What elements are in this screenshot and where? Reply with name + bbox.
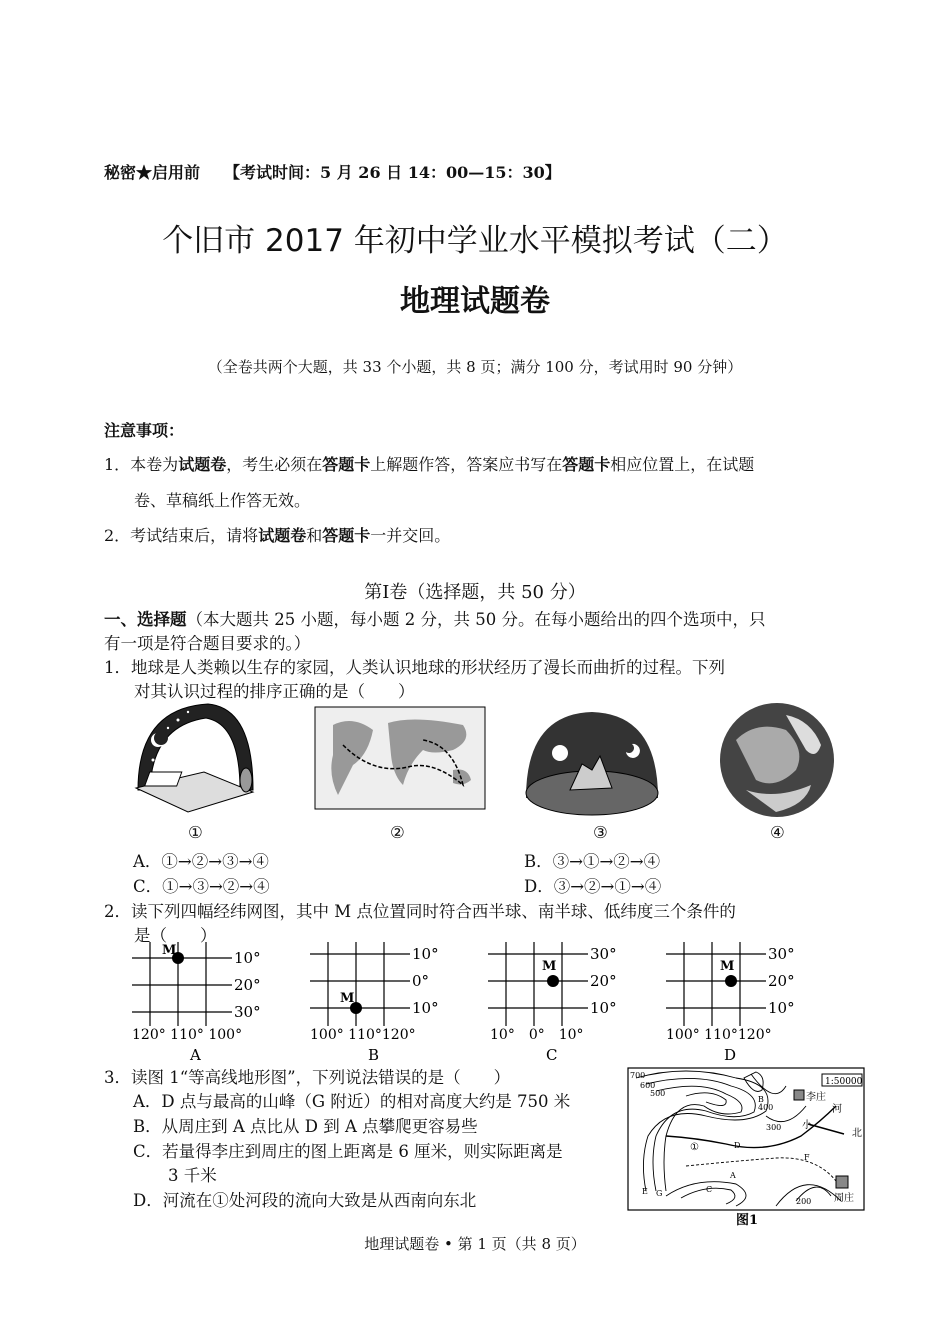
grid-c	[484, 938, 624, 1063]
flat-earth-dome-image	[522, 708, 662, 818]
lon-labels: 100° 110°120°	[666, 1027, 772, 1043]
lat-label: 30°	[768, 945, 795, 963]
notice-text: ，考生必须在	[226, 455, 323, 474]
section-heading-bold: 一、选择题	[104, 610, 187, 629]
lat-label: 20°	[590, 972, 617, 990]
point-label: F	[804, 1153, 810, 1162]
point-label: B	[758, 1095, 764, 1104]
grid-a	[128, 938, 268, 1063]
q1-stem: 1．地球是人类赖以生存的家园，人类认识地球的形状经历了漫长而曲折的过程。下列	[104, 658, 725, 677]
m-label: M	[542, 959, 557, 974]
lat-label: 0°	[412, 972, 430, 990]
lon-labels: 100° 110°120°	[310, 1027, 416, 1043]
exam-info: （全卷共两个大题，共 33 个小题，共 8 页；满分 100 分，考试用时 90 分钟）	[207, 358, 743, 376]
lat-label: 20°	[234, 976, 261, 994]
m-point	[547, 975, 559, 987]
section-title: 第Ⅰ卷（选择题，共 50 分）	[364, 582, 586, 603]
grid-letter: A	[190, 1046, 201, 1063]
village-label: 周庄	[834, 1193, 854, 1204]
notice-item-1-cont: 卷、草稿纸上作答无效。	[134, 491, 311, 510]
map-caption: 图1	[736, 1213, 759, 1228]
q1-option-b[interactable]: B．③→①→②→④	[524, 852, 661, 871]
exam-time: 【考试时间：5 月 26 日 14：00—15：30】	[232, 163, 561, 182]
lat-label: 10°	[234, 949, 261, 967]
ancient-dome-earth-image	[128, 700, 258, 818]
page-footer: 地理试题卷 • 第 1 页（共 8 页）	[364, 1235, 586, 1253]
notice-text: 上解题作答，答案应书写在	[370, 455, 563, 474]
q2-stem-cont: 是（ ）	[134, 926, 217, 945]
q1-stem-cont: 对其认识过程的排序正确的是（ ）	[134, 682, 415, 701]
exam-subject-title: 地理试题卷	[400, 284, 550, 319]
q3-option-b[interactable]: B．从周庄到 A 点比从 D 到 A 点攀爬更容易些	[133, 1117, 478, 1136]
notice-text: 2．考试结束后，请将	[104, 526, 259, 545]
contour-map	[626, 1066, 866, 1228]
grid-letter: C	[546, 1046, 558, 1063]
grid-b	[306, 938, 446, 1063]
notice-bold: 答题卡	[322, 455, 371, 474]
q3-option-c[interactable]: C．若量得李庄到周庄的图上距离是 6 厘米，则实际距离是	[133, 1142, 563, 1161]
notice-bold: 试题卷	[258, 526, 307, 545]
village-icon	[836, 1176, 848, 1188]
river-label: 河	[832, 1104, 842, 1115]
point-label: D	[734, 1141, 741, 1150]
m-label: M	[162, 943, 177, 958]
earth-photo-image	[716, 700, 838, 820]
lat-label: 20°	[768, 972, 795, 990]
section-heading-cont: 有一项是符合题目要求的。）	[104, 634, 311, 653]
q3-option-d[interactable]: D．河流在①处河段的流向大致是从西南向东北	[133, 1191, 477, 1210]
notice-bold: 答题卡	[562, 455, 611, 474]
notice-bold: 答题卡	[322, 526, 371, 545]
section-heading-rest: （本大题共 25 小题，每小题 2 分，共 50 分。在每小题给出的四个选项中，只	[186, 610, 766, 629]
contour-label: 600	[640, 1081, 656, 1090]
lat-label: 10°	[768, 999, 795, 1017]
point-label: A	[730, 1171, 736, 1180]
contour-label: 400	[758, 1103, 774, 1112]
lat-label: 30°	[234, 1003, 261, 1021]
point-label: G	[656, 1189, 663, 1198]
secret-label: 秘密★启用前	[104, 163, 201, 182]
q3-stem: 3．读图 1“等高线地形图”，下列说法错误的是（ ）	[104, 1068, 511, 1087]
q1-image-label-4: ④	[770, 823, 785, 842]
grid-d	[662, 938, 802, 1063]
point-label: C	[706, 1185, 713, 1194]
village-icon	[794, 1090, 804, 1100]
notice-heading: 注意事项：	[104, 421, 185, 440]
q1-option-a[interactable]: A．①→②→③→④	[133, 852, 269, 871]
grid-letter: B	[368, 1046, 380, 1063]
lat-label: 10°	[412, 999, 439, 1017]
lon-labels: 120° 110° 100°	[132, 1027, 243, 1043]
contour-label: 700	[630, 1071, 646, 1080]
notice-text: 一并交回。	[370, 526, 451, 545]
notice-item-1	[104, 452, 754, 475]
q1-option-c[interactable]: C．①→③→②→④	[133, 877, 270, 896]
q3-option-a[interactable]: A．D 点与最高的山峰（G 附近）的相对高度大约是 750 米	[133, 1092, 571, 1111]
notice-text: 相应位置上，在试题	[610, 455, 755, 474]
q3-option-c-cont: 3 千米	[168, 1166, 217, 1185]
confidential-header	[104, 160, 561, 183]
q1-image-label-2: ②	[390, 823, 405, 842]
q1-image-label-1: ①	[188, 823, 203, 842]
notice-text: 和	[306, 526, 323, 545]
lon-labels: 10° 0° 10°	[490, 1027, 584, 1043]
point-label: E	[642, 1187, 648, 1196]
contour-label: 500	[650, 1089, 666, 1098]
notice-item-2	[104, 523, 450, 546]
point-label: ①	[690, 1142, 699, 1153]
map-scale: 1:50000	[825, 1077, 863, 1087]
m-point	[725, 975, 737, 987]
notice-bold: 试题卷	[178, 455, 227, 474]
q1-image-label-3: ③	[593, 823, 608, 842]
q2-stem: 2．读下列四幅经纬网图，其中 M 点位置同时符合西半球、南半球、低纬度三个条件的	[104, 902, 736, 921]
lat-label: 30°	[590, 945, 617, 963]
lat-label: 10°	[590, 999, 617, 1017]
m-label: M	[340, 991, 355, 1006]
north-label: 北	[852, 1128, 862, 1139]
world-map-image	[313, 705, 488, 813]
contour-label: 200	[796, 1197, 812, 1206]
exam-title: 个旧市 2017 年初中学业水平模拟考试（二）	[162, 223, 788, 259]
m-label: M	[720, 959, 735, 974]
section-heading	[104, 606, 765, 630]
q1-option-d[interactable]: D．③→②→①→④	[524, 877, 662, 896]
contour-label: 300	[766, 1123, 782, 1132]
notice-text: 1．本卷为	[104, 455, 179, 474]
grid-letter: D	[724, 1046, 737, 1063]
river-label: 小	[802, 1120, 812, 1131]
lat-label: 10°	[412, 945, 439, 963]
village-label: 李庄	[806, 1092, 826, 1103]
